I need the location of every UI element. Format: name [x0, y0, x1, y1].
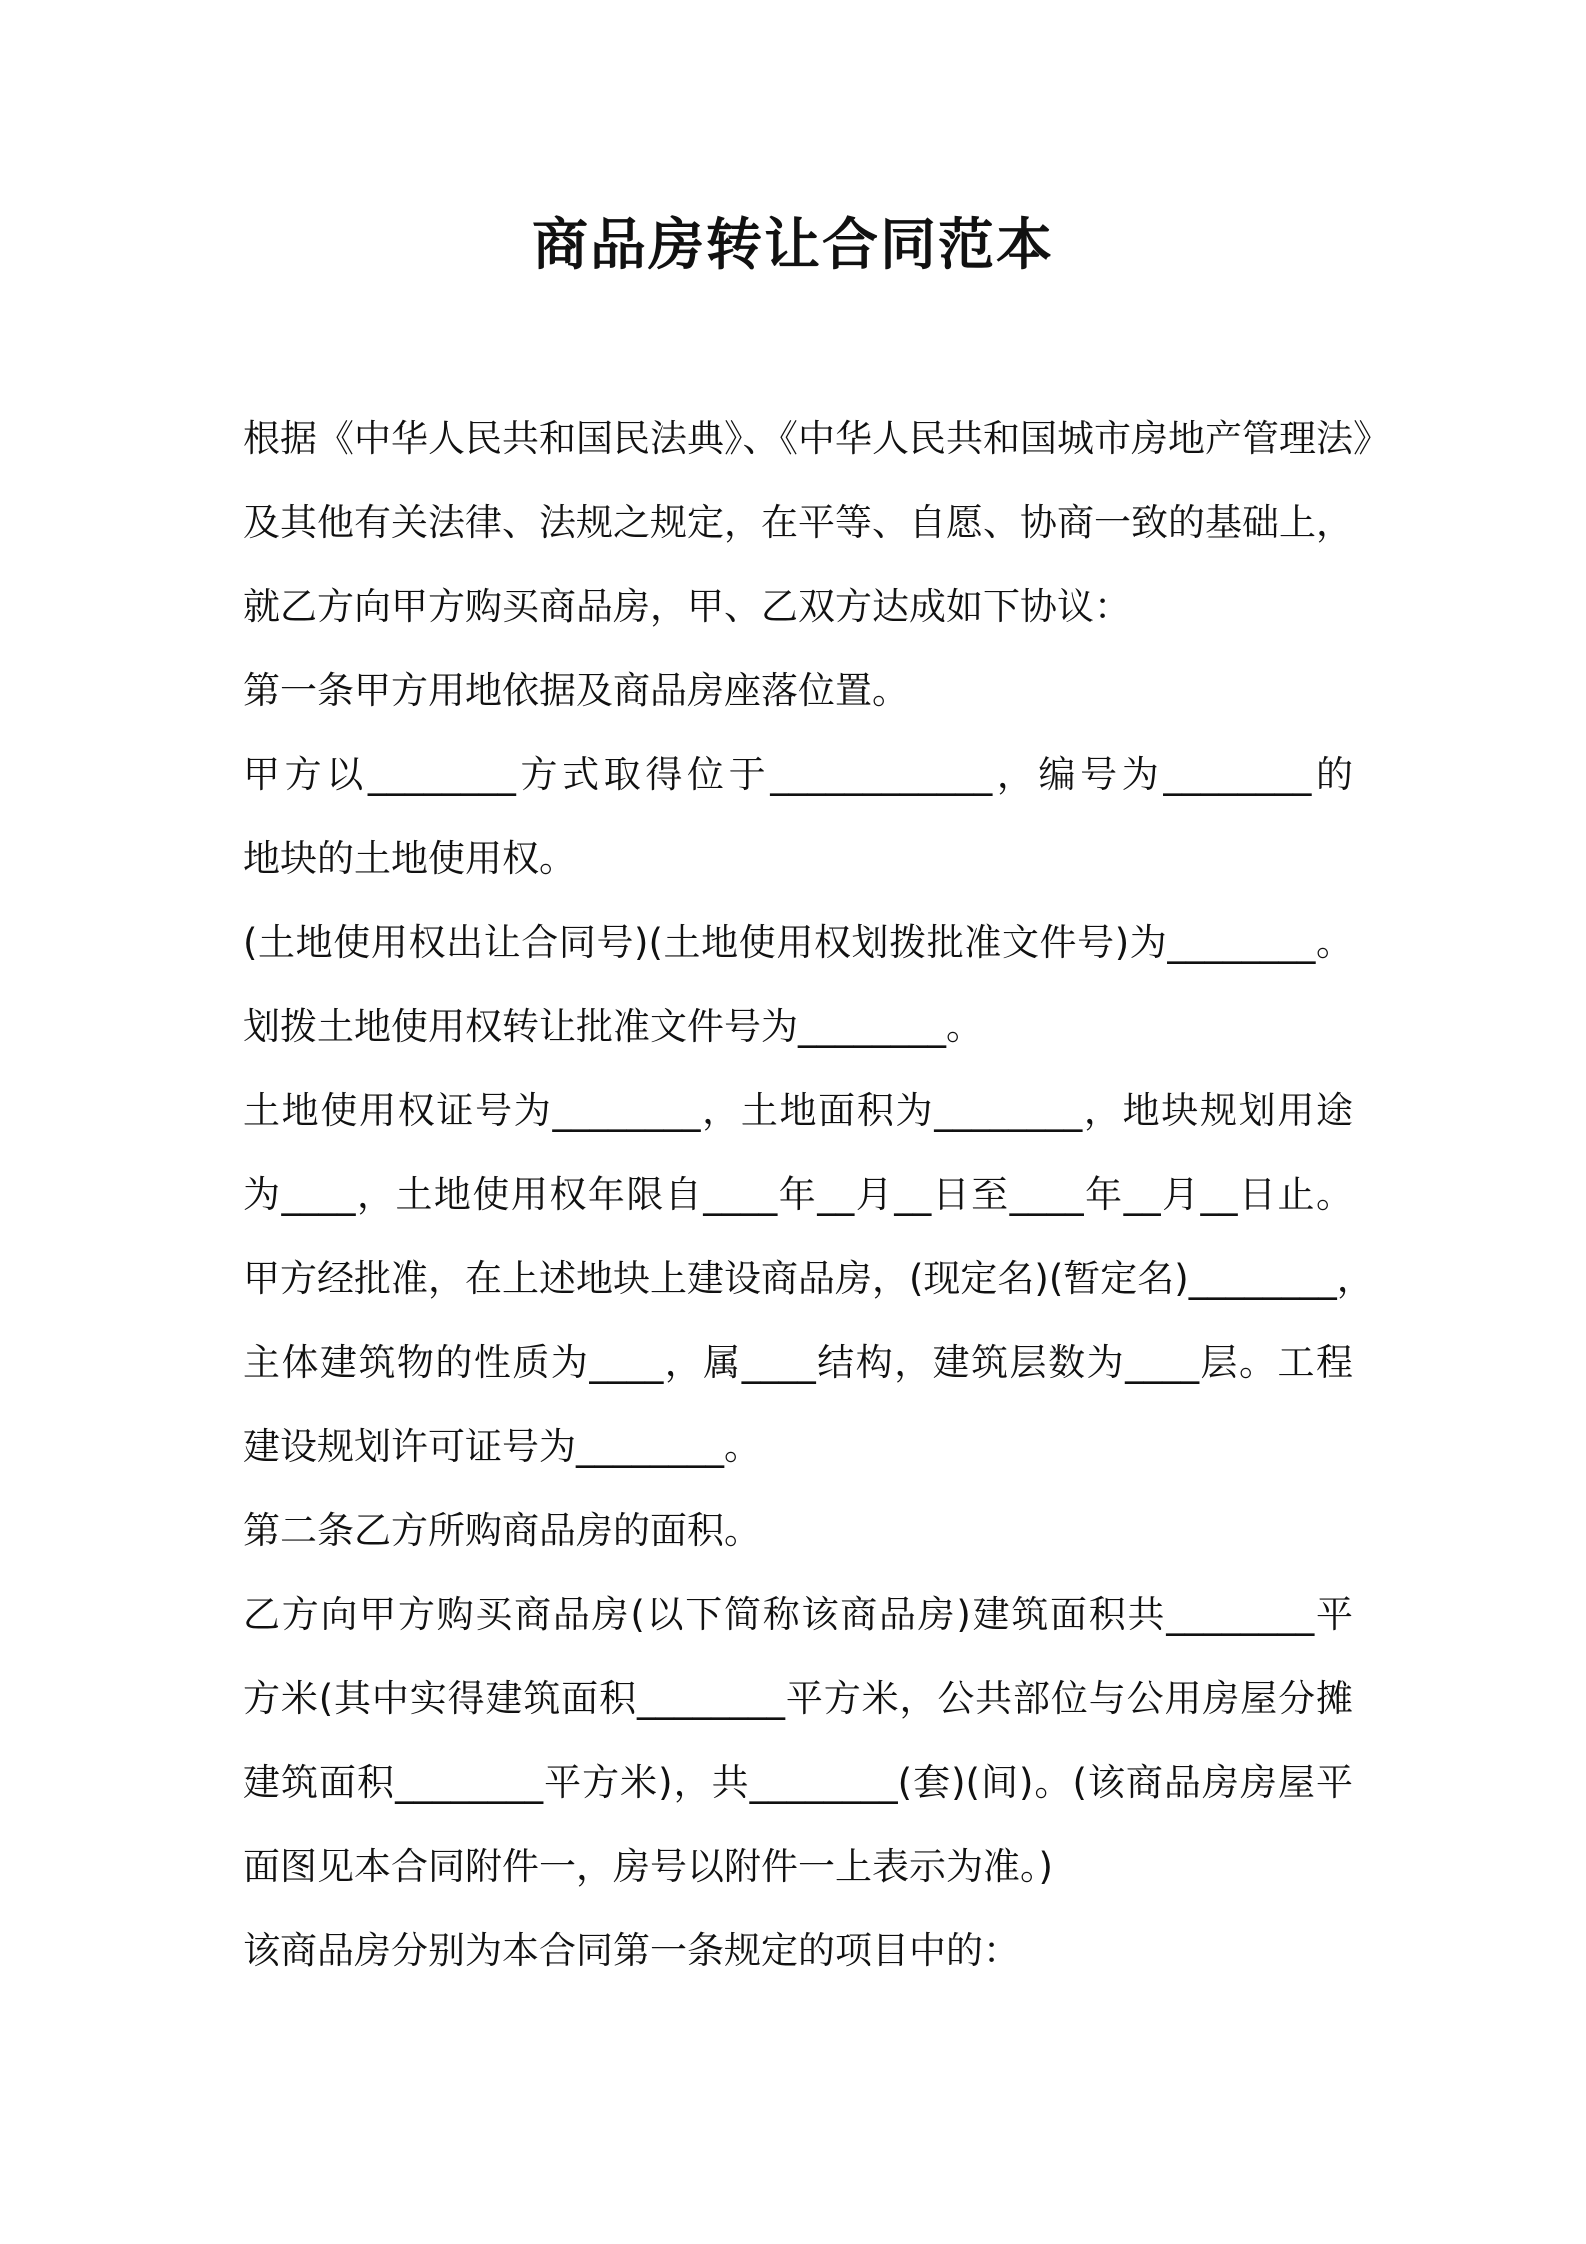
- paragraph-line: (土地使用权出让合同号)(土地使用权划拨批准文件号)为________。: [243, 921, 1353, 964]
- paragraph-line: 划拨土地使用权转让批准文件号为________。: [243, 1005, 983, 1048]
- paragraph-line: 为____，土地使用权年限自____年__月__日至____年__月__日止。: [243, 1173, 1353, 1216]
- paragraph-line: 地块的土地使用权。: [243, 837, 576, 880]
- paragraph-line: 乙方向甲方购买商品房(以下简称该商品房)建筑面积共________平: [243, 1593, 1353, 1636]
- paragraph-line: 根据《中华人民共和国民法典》、《中华人民共和国城市房地产管理法》: [243, 417, 1390, 460]
- paragraph-line: 及其他有关法律、法规之规定，在平等、自愿、协商一致的基础上，: [243, 501, 1353, 544]
- paragraph-line: 甲方以________方式取得位于____________，编号为________的: [243, 753, 1353, 796]
- paragraph-line: 就乙方向甲方购买商品房，甲、乙双方达成如下协议：: [243, 585, 1131, 628]
- paragraph-line: 该商品房分别为本合同第一条规定的项目中的：: [243, 1929, 1020, 1972]
- paragraph-line: 建筑面积________平方米)，共________(套)(间)。(该商品房房屋平: [243, 1761, 1353, 1804]
- paragraph-line: 甲方经批准，在上述地块上建设商品房，(现定名)(暂定名)________，: [243, 1257, 1374, 1300]
- paragraph-line: 面图见本合同附件一，房号以附件一上表示为准。): [243, 1845, 1053, 1888]
- article-heading: 第一条甲方用地依据及商品房座落位置。: [243, 669, 909, 712]
- paragraph-line: 方米(其中实得建筑面积________平方米，公共部位与公用房屋分摊: [243, 1677, 1353, 1720]
- document-title: 商品房转让合同范本: [532, 213, 1054, 278]
- paragraph-line: 建设规划许可证号为________。: [243, 1425, 761, 1468]
- paragraph-line: 土地使用权证号为________，土地面积为________，地块规划用途: [243, 1089, 1353, 1132]
- article-heading: 第二条乙方所购商品房的面积。: [243, 1509, 761, 1552]
- paragraph-line: 主体建筑物的性质为____，属____结构，建筑层数为____层。工程: [243, 1341, 1353, 1384]
